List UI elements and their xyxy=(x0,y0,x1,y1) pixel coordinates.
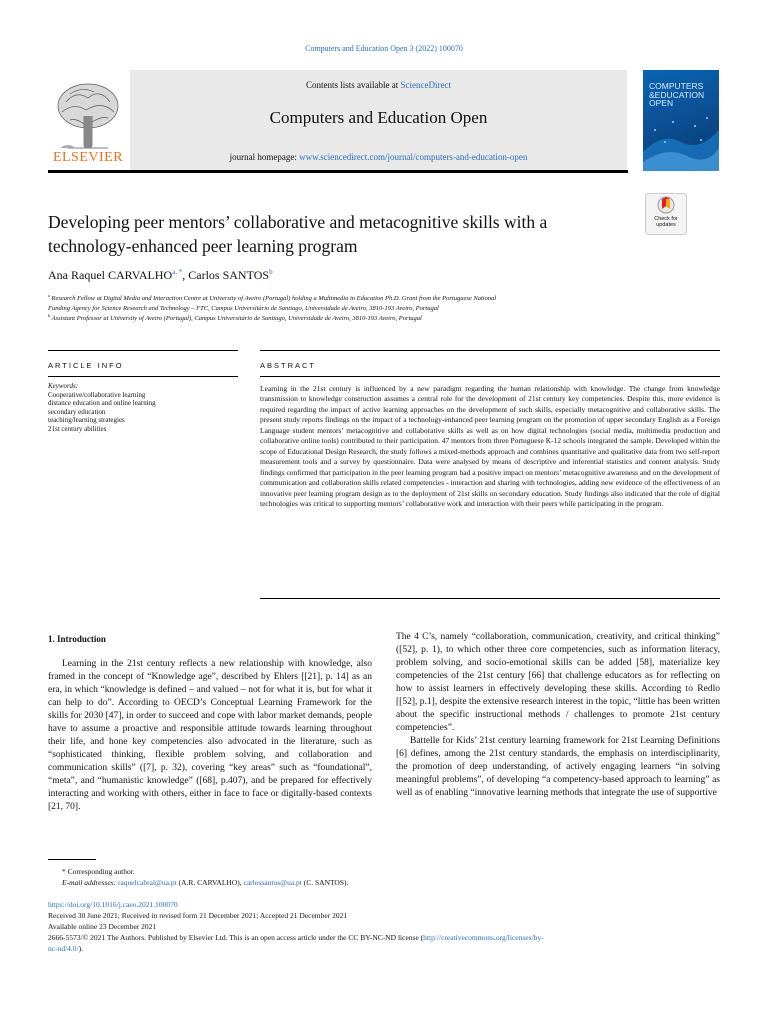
email-line xyxy=(48,877,728,888)
article-title-line: Developing peer mentors’ collaborative and metacognitive skills with a xyxy=(48,212,548,232)
contents-prefix: Contents lists available at xyxy=(306,80,401,90)
body-column-right xyxy=(396,631,720,800)
cover-title xyxy=(649,82,715,108)
affiliations xyxy=(48,294,708,324)
abstract-bottom-rule xyxy=(260,598,720,599)
keyword-item: secondary education xyxy=(48,407,106,416)
abstract-rule xyxy=(260,376,720,377)
affiliation-row xyxy=(48,294,708,304)
abstract-top-rule xyxy=(260,350,720,351)
email-link[interactable]: carlossantos@ua.pt xyxy=(243,878,302,887)
author-list xyxy=(48,268,273,283)
keyword-item: teaching/learning strategies xyxy=(48,416,125,425)
affiliation-mark[interactable]: a, * xyxy=(172,268,183,276)
journal-homepage xyxy=(130,152,627,162)
article-title-line: technology-enhanced peer learning program xyxy=(48,236,358,256)
article-info-top-rule xyxy=(48,350,238,351)
license-link[interactable]: http://creativecommons.org/licenses/by- xyxy=(423,933,544,942)
publication-info xyxy=(48,899,728,954)
keyword-item: 21st century abilities xyxy=(48,424,107,433)
article-info-heading: ARTICLE INFO xyxy=(48,361,124,370)
email-label: E-mail addresses: xyxy=(62,878,118,887)
footnote-rule xyxy=(48,859,96,860)
license-text-end: ). xyxy=(78,944,83,953)
doi-link[interactable]: https://doi.org/10.1016/j.caeo.2021.100070 xyxy=(48,900,178,909)
corresponding-author-note: * Corresponding author. xyxy=(62,867,135,876)
license-text: 2666-5573/© 2021 The Authors. Published by Elsevier Ltd. This is an open access article under the CC BY-NC-ND license ( xyxy=(48,933,424,942)
email-owner: (C. SANTOS). xyxy=(301,878,349,887)
email-link[interactable]: raquelcabral@ua.pt xyxy=(117,878,177,887)
body-paragraph: Learning in the 21st century reflects a new relationship with knowledge, also framed in the concept of “Knowledge age”, described by Ehlers [[21], p. 14] as an era, in which “knowledge is defined – and valued – not for what it is, but for what it can help to do”. According to OECD’s Conceptual Learning Framework for the skills for 2030 [47], in order to succeed and cope with labor market demands, people have to assume a proactive and responsible attitude towards learning throughout their life, and hone key competencies also advocated in the literature, such as “sophisticated thinking, flexible problem solving, and collaboration and communication skills” ([7], p. 32), covering “key areas” such as “foundational”, “meta”, and “humanistic knowledge” ([68], p.407), and be prepared for effectively interacting and working with others, either in face to face or digitally-based contexts [21, 70]. xyxy=(48,659,372,812)
abstract-heading: ABSTRACT xyxy=(260,361,317,370)
journal-cover-image[interactable] xyxy=(643,70,719,171)
body-paragraph: The 4 C’s, namely “collaboration, communication, creativity, and critical thinking” ([52], p. 1), to which other three core competencies, such as information literacy, problem solving, and socio-emotional skills can be added [58], materialize key competencies of the 21st century [66] that challenge educators as for reflecting on how to assist learners in effectively developing these skills. According to Redlo [[52], p.1], despite the extensive research interest in the topic, “little has been written about the specific instructional methods / challenges to promote 21st century competencies”. xyxy=(396,632,720,733)
affiliation-letter: a xyxy=(48,292,50,298)
check-for-updates-label xyxy=(645,216,687,228)
author-name: Ana Raquel CARVALHO xyxy=(48,268,173,282)
article-info-rule xyxy=(48,376,238,377)
affiliation-mark[interactable]: b xyxy=(269,268,273,276)
keyword-item: Cooperative/collaborative learning xyxy=(48,390,146,399)
footnotes xyxy=(48,866,728,888)
affiliation-text: Research Fellow at Digital Media and Interaction Centre at University of Aveiro (Portugal) holding a Multimedia in Education Ph.D. Grant from the Portuguese National xyxy=(51,295,497,302)
journal-name: Computers and Education Open xyxy=(269,108,488,127)
available-online: Available online 23 December 2021 xyxy=(48,922,157,931)
journal-citation[interactable]: Computers and Education Open 3 (2022) 100070 xyxy=(305,44,463,53)
corresponding-author-text: Corresponding author. xyxy=(67,867,135,876)
homepage-link[interactable]: www.sciencedirect.com/journal/computers-and-education-open xyxy=(299,152,528,162)
cover-art xyxy=(643,112,719,171)
header-rule xyxy=(48,170,628,173)
cover-title-line: OPEN xyxy=(649,98,674,108)
author-name: , Carlos SANTOS xyxy=(182,268,270,282)
email-owner: (A.R. CARVALHO), xyxy=(176,878,244,887)
check-updates-line: Check for xyxy=(654,216,678,222)
contents-line xyxy=(130,80,627,90)
received-dates: Received 30 June 2021; Received in revised form 21 December 2021; Accepted 21 December 2021 xyxy=(48,911,348,920)
keyword-item: distance education and online learning xyxy=(48,399,156,408)
section-heading-introduction: 1. Introduction xyxy=(48,634,106,644)
cover-title-line: &EDUCATION xyxy=(649,89,705,100)
affiliation-text: Assistant Professor at University of Aveiro (Portugal), Campus Universitário de Santiago, Universidade de Aveiro, 3810-193 Aveiro, Portugal xyxy=(51,315,422,322)
affiliation-letter: b xyxy=(48,312,51,318)
cover-title-line: COMPUTERS xyxy=(649,81,704,91)
affiliation-row xyxy=(48,314,708,324)
keywords-block xyxy=(48,382,228,434)
check-for-updates-icon[interactable] xyxy=(645,193,687,235)
homepage-label: journal homepage: xyxy=(229,152,300,162)
license-link-continued[interactable]: nc-nd/4.0/ xyxy=(48,944,79,953)
affiliation-row xyxy=(48,304,708,314)
body-paragraph: Battelle for Kids’ 21st century learning framework for 21st Learning Definitions [6] defines, among the 21st century standards, the emphasis on interdisciplinarity, the promotion of deep understanding, of actively engaging learners “in solving meaningful problems”, of developing “a competency-based approach to learning” as well as of enabling “innovative learning methods that integrate the use of supportive xyxy=(396,736,720,798)
article-title xyxy=(48,210,628,258)
check-updates-line: updates xyxy=(656,222,676,228)
keywords-title: Keywords: xyxy=(48,382,79,390)
body-column-left xyxy=(48,658,372,814)
affiliation-text: Funding Agency for Science Research and Technology – FTC, Campus Universitário de Santiago, Universidade de Aveiro, 3810-193 Aveiro, Portugal xyxy=(48,305,439,312)
sciencedirect-link[interactable]: ScienceDirect xyxy=(400,80,451,90)
elsevier-wordmark: ELSEVIER xyxy=(52,150,124,165)
abstract-text: Learning in the 21st century is influenced by a new paradigm regarding the human relationship with knowledge. The change from knowledge transmission to knowledge construction assumes a central role for the development of 21st century key competencies. Despite this, more evidence is required regarding the impact of active learning approaches on the development of such skills, especially metacognitive and collaborative skills. The present study reports findings on the impact of a technology-enhanced peer learning program on the promotion of upper secondary English as a Foreign Language student mentors’ metacognitive and collaborative skills as well as on how digital technologies (social media, multimedia production and collaborative online tools) contributed to their participation. 47 mentors from three Portuguese K-12 schools integrated the sample. Developed within the scope of Educational Design Research, the study follows a mixed-methods approach and combines quantitative and qualitative data from two self-report measurement tools and a survey by questionnaire. Data were analysed by means of descriptive and inferential statistics and content analysis. Study findings confirmed that participation in the peer learning program had a positive impact on mentors’ metacognitive awareness and on the development of communication and collaboration skills related competencies - interaction and sharing with technologies, adding new evidence of the effectiveness of an innovative peer learning program design as to the deployment of 21st skills on secondary education. Study findings also indicated that the role of digital technologies was critical to supporting mentors’ collaborative work and interaction with their peers while participating in the program. xyxy=(260,384,720,508)
license-statement xyxy=(48,932,728,954)
